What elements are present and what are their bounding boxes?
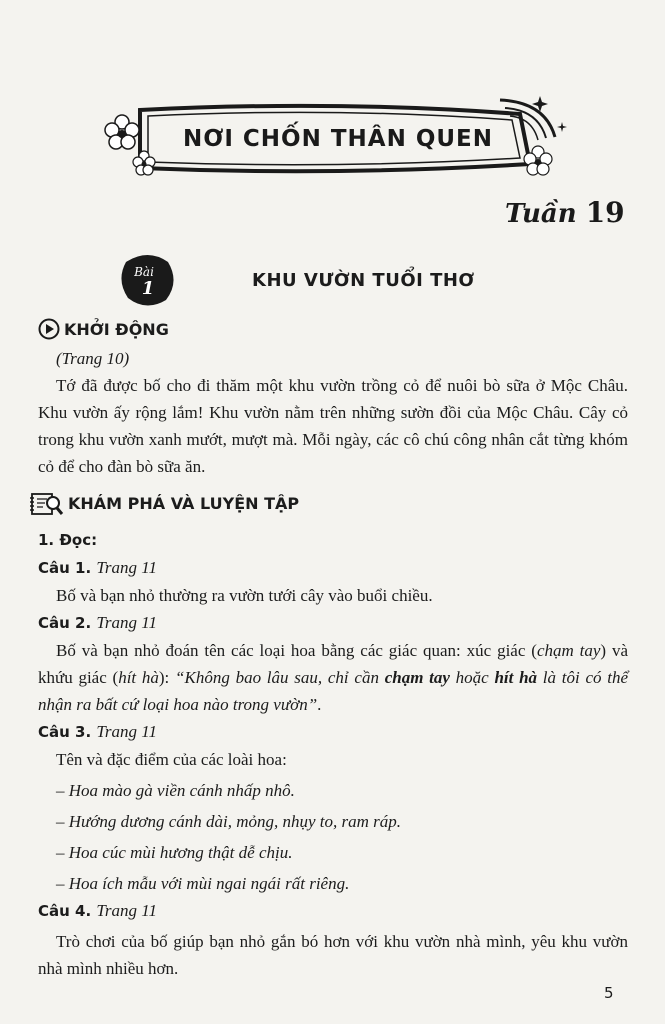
cau-1-heading xyxy=(38,554,628,582)
khoi-dong-page-ref: (Trang 10) xyxy=(56,349,130,368)
cau-1-page: Trang 11 xyxy=(96,558,158,577)
lesson-badge-number: 1 xyxy=(141,278,155,299)
cau-3-page: Trang 11 xyxy=(96,722,158,741)
cau-2-text-4: hít hà xyxy=(118,668,159,687)
cau-2-label: Câu 2. xyxy=(38,614,92,632)
cau-2-answer xyxy=(38,637,628,718)
lesson-badge-word: Bài xyxy=(134,265,154,279)
section-khoi-dong xyxy=(38,318,169,340)
section-kham-pha xyxy=(28,488,299,518)
cau-3-heading xyxy=(38,718,628,746)
cau-2-quote-1: “Không bao lâu sau, chỉ cần xyxy=(175,668,385,687)
cau-1-answer: Bố và bạn nhỏ thường ra vườn tưới cây vào buổi chiều. xyxy=(56,586,433,605)
doc-heading: 1. Đọc: xyxy=(38,531,98,549)
cau-3-label: Câu 3. xyxy=(38,723,92,741)
page-number: 5 xyxy=(604,984,614,1002)
cau-2-quote-5: là tôi có thể nhận ra bất cứ loại hoa nào trong vườn” xyxy=(38,668,629,714)
cau-4-label: Câu 4. xyxy=(38,902,92,920)
lesson-badge-icon xyxy=(118,252,178,308)
cau-2-page: Trang 11 xyxy=(96,613,158,632)
cau-4-page: Trang 11 xyxy=(96,901,158,920)
cau-4-answer: Trò chơi của bố giúp bạn nhỏ gắn bó hơn với khu vườn nhà mình, yêu khu vườn nhà mình nhiều hơn. xyxy=(38,932,628,978)
khoi-dong-paragraph: Tớ đã được bố cho đi thăm một khu vườn trồng cỏ để nuôi bò sữa ở Mộc Châu. Khu vườn ấy rộng lắm! Khu vườn nằm trên những sườn đồi của Mộc Châu. Cây cỏ trong khu vườn xanh mướt, mượt mà. Mỗi ngày, các cô chú công nhân cắt từng khóm cỏ để cho đàn bò sữa ăn. xyxy=(38,376,628,476)
cau-2-text-2: chạm tay xyxy=(536,641,601,660)
week-number: 19 xyxy=(585,196,625,229)
cau-3-item: – Hoa cúc mùi hương thật dễ chịu. xyxy=(56,843,293,862)
kham-pha-content xyxy=(38,527,628,982)
cau-2-quote-4: hít hà xyxy=(494,668,538,687)
cau-2-text-1: Bố và bạn nhỏ đoán tên các loại hoa bằng các giác quan: xúc giác ( xyxy=(56,641,537,660)
lesson-title: KHU VƯỜN TUỔI THƠ xyxy=(252,270,475,291)
cau-2-text-5: ): xyxy=(158,668,176,687)
cau-3-intro: Tên và đặc điểm của các loài hoa: xyxy=(56,750,287,769)
cau-2-text-6: . xyxy=(317,695,322,714)
cau-3-item: – Hoa ích mẫu với mùi ngai ngái rất riêng. xyxy=(56,874,350,893)
cau-2-quote-2: chạm tay xyxy=(384,668,450,687)
cau-2-quote-3: hoặc xyxy=(449,668,495,687)
week-label xyxy=(505,196,625,229)
section-kham-pha-title: KHÁM PHÁ VÀ LUYỆN TẬP xyxy=(68,493,300,513)
khoi-dong-content xyxy=(38,345,628,480)
week-word: Tuần xyxy=(505,199,577,229)
notebook-magnifier-icon xyxy=(28,488,64,518)
cau-3-item: – Hướng dương cánh dài, mỏng, nhụy to, ram ráp. xyxy=(56,812,402,831)
unit-banner xyxy=(100,92,570,187)
cau-1-label: Câu 1. xyxy=(38,559,92,577)
cau-2-heading xyxy=(38,609,628,637)
unit-title: NƠI CHỐN THÂN QUEN xyxy=(182,126,494,152)
play-circle-icon xyxy=(38,318,60,340)
cau-4-heading xyxy=(38,897,628,925)
section-khoi-dong-title: KHỞI ĐỘNG xyxy=(64,319,169,339)
cau-3-item: – Hoa mào gà viền cánh nhấp nhô. xyxy=(56,781,295,800)
cau-2-text-3: ) và khứu giác ( xyxy=(38,641,629,687)
